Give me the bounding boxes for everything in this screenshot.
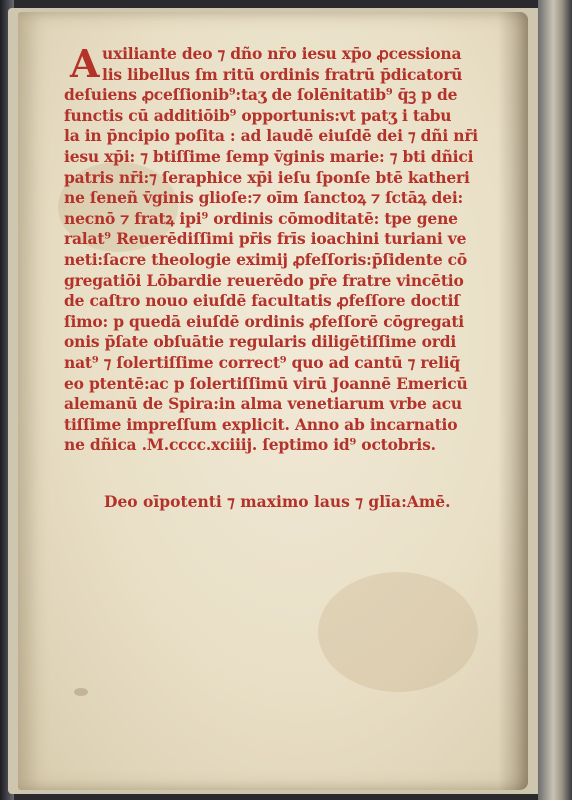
closing-line: Deo oīpotenti ⁊ maximo laus ⁊ glīa:Amē. (104, 492, 451, 511)
text-line: patris nr̄i:⁊ ſeraphice xp̄i ieſu ſponſe btē katheri (64, 167, 470, 187)
text-line: iesu xp̄i: ⁊ btiſſime ſemp v̄ginis marie: ⁊ bti dñici (64, 146, 474, 166)
text-line: necnō ⁊ fratꝝ ipi⁹ ordinis cōmoditatē: tpe gene (64, 208, 458, 228)
paper-blemish (74, 688, 88, 696)
colophon-text (64, 41, 478, 456)
text-line: uxiliante deo ⁊ dño nr̄o iesu xp̄o ꝓcessiona (102, 44, 462, 63)
text-line: ne ſeneñ v̄ginis glioſe:⁊ oīm ſanctoꝝ ⁊ ſctāꝝ dei: (64, 188, 464, 208)
text-line: deſuiens ꝓceſſionib⁹:taʒ de ſolēnitatib⁹ q̄ꝫ p de (64, 85, 458, 105)
text-line: ſimo: p quedā eiuſdē ordinis ꝓfeſſorē cōgregati (64, 311, 464, 331)
text-line: tiſſime impreſſum explicit. Anno ab incarnatio (64, 414, 458, 434)
text-line: de caſtro nouo eiuſdē facultatis ꝓfeſſore doctiſ (64, 291, 460, 311)
book-edge-right (538, 0, 572, 800)
text-line: neti:ſacre theologie eximij ꝓfeſſoris:p̄ſidente cō (64, 249, 468, 269)
text-line: ne dñica .M.cccc.xciiij. ſeptimo id⁹ octobris. (64, 435, 436, 455)
text-line: la in p̄ncipio poſita : ad laudē eiuſdē dei ⁊ dñi nr̄i (64, 126, 478, 146)
text-line: eo ptentē:ac p ſolertiſſimū virū Joannē Emericū (64, 373, 468, 393)
decorated-initial: A (70, 41, 100, 86)
text-line: onis p̄ſate obſuātie regularis diligētiſſime ordi (64, 332, 457, 352)
text-line: functis cū additiōib⁹ opportunis:vt patʒ i tabu (64, 105, 452, 125)
text-line: gregatiōi Lōbardie reuerēdo pr̄e fratre vincētio (64, 270, 464, 290)
text-line: alemanū de Spira:in alma venetiarum vrbe acu (64, 394, 462, 414)
text-line: lis libellus ſm ritū ordinis fratrū p̄dicatorū (102, 64, 463, 84)
paper-stain (318, 572, 478, 692)
page-gutter-shadow (498, 12, 528, 790)
text-line: nat⁹ ⁊ ſolertiſſime correct⁹ quo ad cantū ⁊ reliq̄ (64, 352, 461, 372)
text-line: ralat⁹ Reuerēdiſſimi pr̄is frīs ioachini turiani ve (64, 229, 467, 249)
